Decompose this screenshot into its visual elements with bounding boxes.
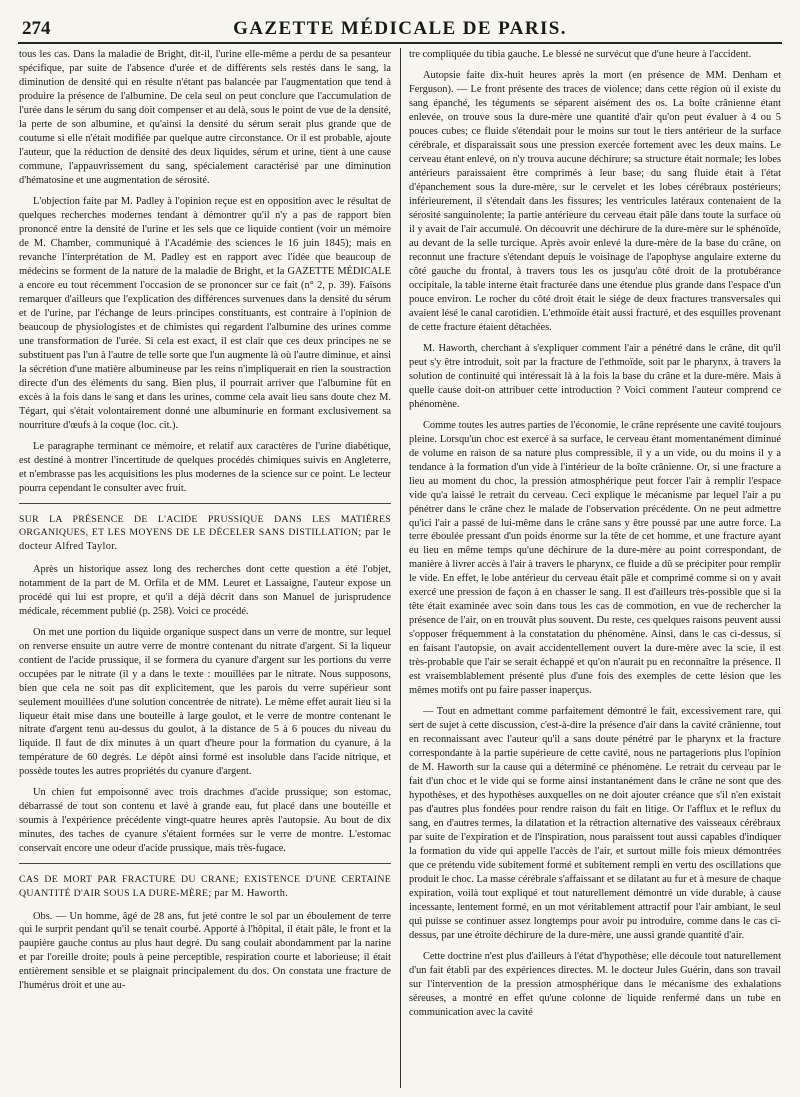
section-heading-skull-fracture — [19, 873, 391, 900]
section-heading-prussic-acid — [19, 513, 391, 554]
page-number: 274 — [22, 18, 51, 39]
paragraph: M. Haworth, cherchant à s'expliquer comment l'air a pénétré dans le crâne, dit qu'il peut s'y être introduit, soit par la fracture de l'ethmoïde, soit par le pharynx, à travers la solution de continuité qui intéressait là à la fois la base du crâne et la dure-mère. Mais à quelle cause doit-on attribuer cette introduction ? Voici comment l'auteur comprend ce phénomène. — [409, 342, 781, 410]
section-author: ; par M. Haworth. — [208, 887, 289, 899]
section-title: CAS DE MORT PAR FRACTURE DU CRANE; EXISTENCE D'UNE CERTAINE QUANTITÉ D'AIR SOUS LA DURE-MÈRE — [19, 874, 391, 899]
paragraph: Un chien fut empoisonné avec trois drachmes d'acide prussique; son estomac, débarrassé de tout son contenu et lavé à grande eau, fut placé dans une bouteille et soumis à l'expérience précédente vingt-quatre heures après l'autopsie. Au bout de dix minutes, des taches de cyanure s'étaient formées sur le verre de montre. L'estomac conservait encore une odeur d'acide prussique, mais très-fugace. — [19, 787, 391, 855]
paragraph: Cette doctrine n'est plus d'ailleurs à l'état d'hypothèse; elle découle tout naturellement d'un fait établi par des expériences directes. M. le docteur Jules Guérin, dans son travail sur l'intervention de la pression atmosphérique dans le mécanisme des exhalations séreuses, a montré en effet qu'une colonne de liquide renfermé dans un tube en communication avec la cavité — [409, 951, 781, 1018]
paragraph: Le paragraphe terminant ce mémoire, et relatif aux caractères de l'urine diabétique, est destiné à montrer l'incertitude de quelques procédés chimiques suivis en Angleterre, et n'embrasse pas les acquisitions les plus modernes de la science sur ce point. Le lecteur pourra cependant le consulter avec fruit. — [19, 440, 391, 494]
section-author: ; par le docteur Alfred Taylor. — [19, 526, 391, 552]
journal-title: GAZETTE MÉDICALE DE PARIS. — [233, 18, 567, 39]
section-divider — [19, 863, 391, 864]
paragraph: — Tout en admettant comme parfaitement démontré le fait, excessivement rare, qui sert de sujet à cette discussion, c'est-à-dire la présence d'air dans la cavité crânienne, tout en reconnaissant avec l'auteur qu'il a sans doute pénétré par le pharynx et la fracture correspondante à la partie supérieure de cette cavité, nous ne partagerions plus l'opinion de M. Haworth sur la cause qui a déterminé ce phénomène. Le retrait du cerveau par le fait d'un choc et le vide qui se forme ainsi instantanément dans le crâne ne sont que des hypothèses, et des hypothèses auxquelles on ne doit ajouter créance que s'il n'en existait pas d'autres plus fondées pour rendre raison du fait en litige. Or l'afflux et le reflux du sang, en d'autres termes, la dilatation et la rétraction alternative des vaisseaux cérébraux par suite de l'expiration et de l'inspiration, nous paraissent tout aussi capables d'indiquer la formation du vide qui appelle l'accès de l'air, et surtout mille fois mieux démontrées que ce prétendu vide subitement formé et subitement rempli en vertu des oscillations que produit le choc. La masse cérébrale s'affaissant et se dilatant au fur et à mesure de chaque expiration, voilà tout expliqué et tout naturellement démontré un vide durable, à cause incessante, lentement formé, en un mot véritablement attractif pour l'air ambiant, le seul qui puisse se continuer assez longtemps pour avoir pu introduire, comme dans le cas ci-dessus, par une étroite déchirure de la dure-mère, une aussi grande quantité d'air. — [409, 706, 781, 942]
section-divider — [19, 503, 391, 504]
paragraph: On met une portion du liquide organique suspect dans un verre de montre, sur lequel on renverse ensuite un autre verre de montre contenant du nitrate d'argent. Si la liqueur contient de l'acide prussique, il se formera du cyanure d'argent sur les portions du verre occupées par le nitrate (il y a dans le texte : mouillées par le nitrate. Nous supposons, bien que cela ne soit pas dit explicitement, que les parois du verre supérieur sont seulement mouillées d'une solution concentrée de nitrate). Le même effet aurait lieu si la liqueur était mise dans une bouteille à large goulot, et le verre de montre contenant le nitrate d'argent tenu au-dessus du goulot, à la distance de 5 à 6 pouces du niveau du liquide. Il faut de dix minutes à un quart d'heure pour la formation du cyanure, à la température de 60 degrés. Le dépôt ainsi formé est insoluble dans l'acide nitrique, et possède toutes les autres propriétés du cyanure d'argent. — [19, 626, 391, 778]
paragraph: Comme toutes les autres parties de l'économie, le crâne représente une cavité toujours pleine. Lorsqu'un choc est exercé à sa surface, le cerveau étant momentanément diminué de volume en raison de sa nature plus compressible, il y a un vide, ou du moins il y a tendance à la formation d'un vide à l'intérieur de la boîte crânienne. Or, si une fracture a lieu au moment du choc, la pression atmosphérique peut forcer l'air à remplir l'espace vide qu'a laissé le retrait du cerveau. Ceci explique le mécanisme par lequel l'air a pu pénétrer dans le crâne chez le malade de l'observation précédente. On ne peut admettre qu'ici l'air a passé de lui-même dans le crâne sans y être poussé par une autre force. La terre éboulée pressant d'un poids énorme sur la tête de cet homme, et une fracture ayant eu lieu en même temps qu'une déchirure de la dure-mère au point correspondant, de manière à livrer accès à l'air à travers le pharynx, ce fluide a dû se précipiter pour remplir le vide. En effet, le lobe antérieur du cerveau était pâle et comprimé comme si on y avait exercé une pression de façon à en chasser le sang. Il est d'ailleurs très-possible que si la tête était examinée avec soin dans tous les cas de commotion, en vue de rechercher la présence de l'air, on en trouvât plus souvent. Du reste, ces quelques raisons peuvent aussi s'opposer fréquemment à la constatation du phénomène. Ainsi, dans le cas ci-dessus, si en faisant l'autopsie, on avait accidentellement ouvert la dure-mère avec la scie, il est très-probable que l'air se serait échappé et qu'on n'aurait pu en reconnaître la présence. Il est vraisemblablement présenté plus d'une fois des exemples de cette lésion que les mêmes motifs ont pu faire passer inaperçus. — [409, 419, 781, 697]
right-column — [409, 48, 781, 1088]
paragraph: Autopsie faite dix-huit heures après la mort (en présence de MM. Denham et Ferguson). — Le front présente des traces de violence; dans cette région où il existe du sang épanché, les téguments se séparent aisément des os. La boîte crânienne étant enlevée, on trouve sous la dure-mère une quantité d'air qu'on peut évaluer à 4 ou 5 pouces cubes; ce fluide s'étendait pour le moins sur tout le tiers antérieur de la surface cérébrale, et disparaissait sous une pression exercée fortement avec les deux mains. Le cerveau étant enlevé, on n'y trouva aucune déchirure; sa structure était normale; les lobes antérieurs paraissaient être comprimés à leur base; du sang fluide était à l'état d'épanchement sous la dure-mère, sur le cervelet et les lobes cérébraux postérieurs; inférieurement, il s'étendait dans les fissures; les ventricules latéraux contenaient de la sérosité sanguinolente; la partie antérieure du cerveau était pâle dans toute la surface où il y avait de l'air accumulé. On découvrit une déchirure de la dure-mère sur le sphénoïde, au devant de la selle turcique. Après avoir enlevé la dure-mère de la base du crâne, on reconnut une fracture s'étendant depuis le voisinage de l'apophyse angulaire externe du côté gauche du frontal, à travers tous les os jusqu'au côté droit de la protubérance occipitale, la table interne était fracturée dans une étendue plus grande dans l'espace d'un pouce environ. Le rocher du côté droit était le siége de deux fractures transversales qui avaient lésé le canal carotidien. L'ethmoïde était aussi fracturé, et des esquilles provenant de cette fracture étaient détachées. — [409, 69, 781, 333]
paragraph: Obs. — Un homme, âgé de 28 ans, fut jeté contre le sol par un éboulement de terre qui le surprit pendant qu'il se tenait courbé. Apporté à l'hôpital, il était pâle, le front et la paupière gauche contus au plus haut degré. Du sang coulait abondamment par la narine et par l'oreille droite; pouls à peine perceptible, respiration courte et laborieuse; il était entièrement sensible et se plaignait principalement du dos. On constata une fracture de l'humérus droit et une au- — [19, 910, 391, 992]
paragraph: Après un historique assez long des recherches dont cette question a été l'objet, notamment de la part de M. Orfila et de MM. Leuret et Lassaigne, l'auteur expose un procédé qui lui est propre, et qu'il a déjà décrit dans son Manuel de jurisprudence médicale, récemment publié (p. 258). Voici ce procédé. — [19, 563, 391, 617]
paragraph: L'objection faite par M. Padley à l'opinion reçue est en opposition avec le résultat de quelques recherches modernes tendant à démontrer qu'il n'y a pas de rapport bien prononcé entre la densité de l'urine et les sels que ce liquide contient (voir un mémoire de M. Chamber, communiqué à l'Académie des sciences le 16 juin 1845); mais en revanche l'interprétation de M. Padley est en rapport avec l'idée que beaucoup de médecins se forment de la nature de la maladie de Bright, et la GAZETTE MÉDICALE a encore eu tout récemment l'occasion de se prononcer sur ce fait (n° 2, p. 39). Faisons remarquer d'ailleurs que l'explication des différences survenues dans la densité du sérum et de l'urine, par l'échange de leurs principes constituants, est contraire à l'opinion de beaucoup de physiologistes et de chimistes qui regardent l'albumine des urines comme une transformation de l'urée. Si cela est exact, il est clair que ces deux principes ne se substituent pas l'un à l'autre de telle sorte que l'un augmente là où l'autre diminue, et ainsi la sécrétion d'une matière albumineuse par les reins n'impliquerait en rien la soustraction directe d'un des éléments du sang. Bien plus, il pourrait arriver que l'albumine fût en excès à la fois dans le sang et dans les urines, comme cela avait lieu sans doute chez M. Tégart, qui s'était volontairement donné une albuminurie en formant exclusivement sa nourriture d'œufs à la coque (loc. cit.). — [19, 195, 391, 431]
column-rule — [400, 48, 401, 1088]
left-column — [19, 48, 391, 1088]
section-title: SUR LA PRÉSENCE DE L'ACIDE PRUSSIQUE DANS LES MATIÈRES ORGANIQUES, ET LES MOYENS DE LE DÉCELER SANS DISTILLATION — [19, 513, 391, 538]
paragraph: tre compliquée du tibia gauche. Le blessé ne survécut que d'une heure à l'accident. — [409, 49, 752, 60]
page-header — [18, 16, 782, 44]
paragraph: tous les cas. Dans la maladie de Bright, dit-il, l'urine elle-même a perdu de sa pesanteur spécifique, par suite de l'absence d'urée et de différents sels restés dans le sang, la diminution de densité qui en résulte n'étant pas balancée par l'augmentation que tend à produire la présence de l'albumine. De cela seul on peut conclure que l'accumulation de l'urée dans le sérum du sang doit compenser et au delà, sous le point de vue de la densité, la perte de son albumine, et qu'ainsi la densité du sérum serait plus grande que de coutume si elle n'était modifiée par quelque autre circonstance. Or il est probable, ajoute l'auteur, que la réduction de densité des deux liquides, sérum et urine, tient à une cause commune, l'appauvrissement du sang, spécialement caractérisé par une diminution d'hématosine et une augmentation de sérosité. — [19, 49, 391, 186]
